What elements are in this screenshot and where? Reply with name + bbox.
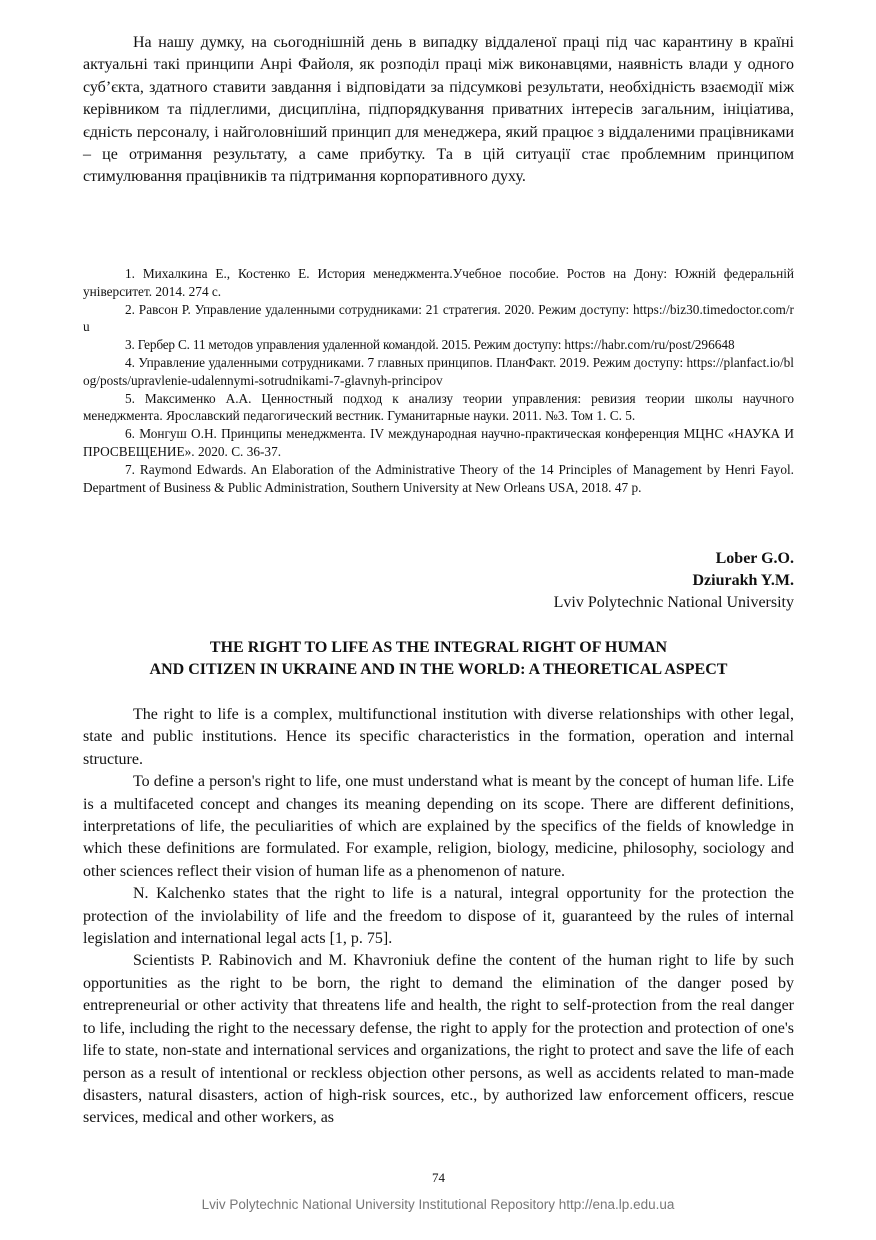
reference-link[interactable]: https://planfact.io/blog/posts/upravlenie-udalennymi-sotrudnikami-7-glavnyh-principov — [83, 354, 794, 388]
author-affiliation: Lviv Polytechnic National University — [553, 594, 794, 611]
reference-item: 6. Монгуш О.Н. Принципы менеджмента. IV международная научно-практическая конференция МЦНС «НАУКА И ПРОСВЕЩЕНИЕ». 2020. С. 36-37. — [83, 426, 794, 459]
title-line: THE RIGHT TO LIFE AS THE INTEGRAL RIGHT OF HUMAN — [209, 639, 668, 656]
author-name: Lober G.O. — [715, 550, 794, 567]
author-name: Dziurakh Y.M. — [692, 572, 794, 589]
reference-link[interactable]: https://biz30.timedoctor.com/ru — [83, 301, 794, 335]
repository-footer: Lviv Polytechnic National University Institutional Repository http://ena.lp.edu.ua — [201, 1197, 675, 1212]
intro-paragraph: На нашу думку, на сьогоднішній день в випадку віддаленої праці під час карантину в країні актуальні такі принципи Анрі Файоля, як розподіл праці між виконавцями, наявність влади у одного суб’єкта, здатного ставити завдання і відповідати за підсумкові результати, необхідність взаємодії між керівником та підлеглими, дисципліна, підпорядкування приватних інтересів загальним, ініціатива, єдність персоналу, і найголовніший принцип для менеджера, який працює з віддаленими працівниками – це отримання результату, а саме прибутку. Та в цій ситуації стає проблемним принципом стимулювання працівників та підтримання корпоративного духу. — [83, 34, 794, 186]
article-title — [83, 637, 794, 681]
body-paragraph: Scientists P. Rabinovich and M. Khavroniuk define the content of the human right to life by such opportunities as the right to be born, the right to demand the elimination of the danger posed by entrepreneurial or other activity that threatens life and health, the right to self-protection from the real danger to life, including the right to the necessary defense, the right to apply for the protection and protection of one's life to state, non-state and international services and organizations, the right to protect and save the life of each person as a result of intentional or reckless objection other persons, as well as accidents related to man-made disasters, natural disasters, action of high-risk sources, etc., by authorized law enforcement officers, rescue services, medical and other workers, as — [83, 952, 794, 1127]
reference-item: 3. Гербер С. 11 методов управления удаленной командой. 2015. Режим доступу: https://habr.com/ru/post/296648 — [125, 337, 735, 353]
reference-item: 4. Управление удаленными сотрудниками. 7 главных принципов. ПланФакт. 2019. Режим доступу: https://planfact.io/blog/posts/upravlenie-udalennymi-sotrudnikami-7-glavnyh-principov — [83, 354, 794, 388]
page-number: 74 — [432, 1170, 445, 1185]
reference-link[interactable]: https://habr.com/ru/post/296648 — [564, 337, 735, 353]
body-paragraph: To define a person's right to life, one must understand what is meant by the concept of human life. Life is a multifaceted concept and changes its meaning depending on its scope. There are different definitions, interpretations of life, the peculiarities of which are explained by the specifics of the fields of knowledge in which these definitions are formulated. For example, religion, biology, medicine, philosophy, sociology and other sciences reflect their vision of human life as a phenomenon of nature. — [83, 773, 794, 880]
intro-section — [83, 32, 794, 189]
reference-item: 5. Максименко А.А. Ценностный подход к анализу теории управления: ревизия теории школы научного менеджмента. Ярославский педагогический вестник. Гуманитарные науки. 2011. №3. Том 1. С. 5. — [83, 390, 794, 424]
reference-list — [83, 265, 794, 496]
body-paragraph: The right to life is a complex, multifunctional institution with diverse relationships with other legal, state and public institutions. Hence its specific characteristics in the formation, operation and internal structure. — [83, 706, 794, 768]
reference-item: 2. Равсон Р. Управление удаленными сотрудниками: 21 стратегия. 2020. Режим доступу: https://biz30.timedoctor.com/ru — [83, 301, 794, 335]
author-block — [394, 548, 794, 614]
title-line: AND CITIZEN IN UKRAINE AND IN THE WORLD: A THEORETICAL ASPECT — [149, 661, 728, 678]
body-paragraph: N. Kalchenko states that the right to life is a natural, integral opportunity for the protection the protection of the inviolability of life and the freedom to dispose of it, guaranteed by the rules of internal legislation and international legal acts [1, p. 75]. — [83, 885, 794, 948]
reference-item: 1. Михалкина Е., Костенко Е. История менеджмента.Учебное пособие. Ростов на Дону: Южній федеральній університет. 2014. 274 с. — [83, 266, 794, 299]
reference-item: 7. Raymond Edwards. An Elaboration of the Administrative Theory of the 14 Principles of Management by Henri Fayol. Department of Business & Public Administration, Southern University at New Orleans USA, 2018. 47 p. — [83, 461, 794, 495]
article-body — [83, 704, 794, 1130]
